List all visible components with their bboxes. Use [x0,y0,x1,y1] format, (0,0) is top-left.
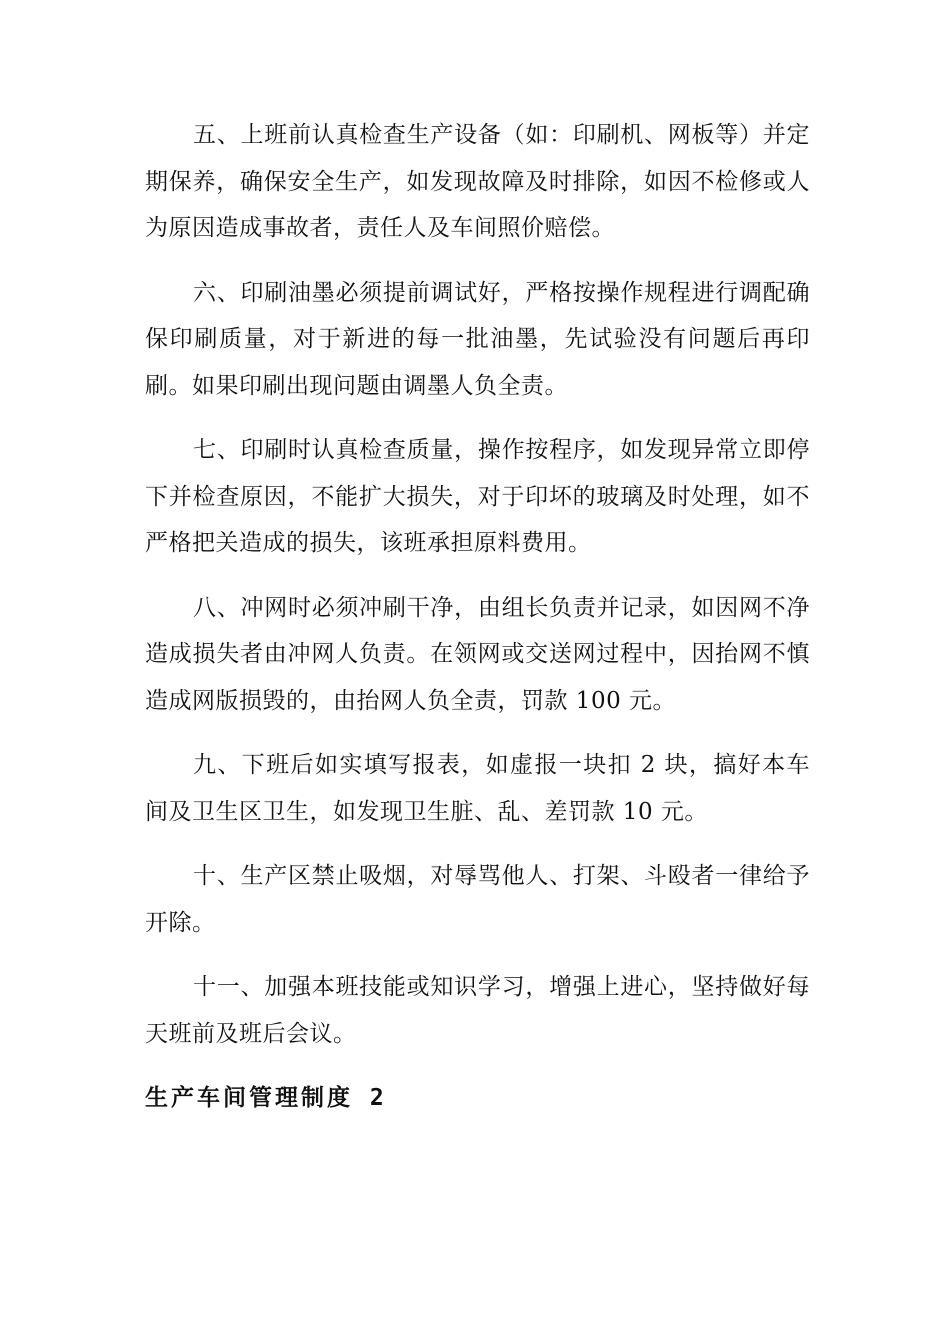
paragraph-rule-11: 十一、加强本班技能或知识学习，增强上进心，坚持做好每天班前及班后会议。 [145,974,810,1047]
paragraph-rule-7: 七、印刷时认真检查质量，操作按程序，如发现异常立即停下并检查原因，不能扩大损失，对于印坏的玻璃及时处理，如不严格把关造成的损失，该班承担原料费用。 [145,437,810,556]
section-heading: 生产车间管理制度 2 [145,1085,387,1111]
paragraph-rule-5: 五、上班前认真检查生产设备（如：印刷机、网板等）并定期保养，确保安全生产，如发现故障及时排除，如因不检修或人为原因造成事故者，责任人及车间照价赔偿。 [145,122,810,241]
paragraph-rule-8: 八、冲网时必须冲刷干净，由组长负责并记录，如因网不净造成损失者由冲网人负责。在领网或交送网过程中，因抬网不慎造成网版损毁的，由抬网人负全责，罚款 100 元。 [145,594,810,714]
paragraph-rule-6: 六、印刷油墨必须提前调试好，严格按操作规程进行调配确保印刷质量，对于新进的每一批油墨，先试验没有问题后再印刷。如果印刷出现问题由调墨人负全责。 [145,279,810,399]
paragraph-rule-9: 九、下班后如实填写报表，如虚报一块扣 2 块，搞好本车间及卫生区卫生，如发现卫生脏、乱、差罚款 10 元。 [145,752,810,825]
paragraph-rule-10: 十、生产区禁止吸烟，对辱骂他人、打架、斗殴者一律给予开除。 [145,863,810,936]
document-body [145,112,810,1122]
